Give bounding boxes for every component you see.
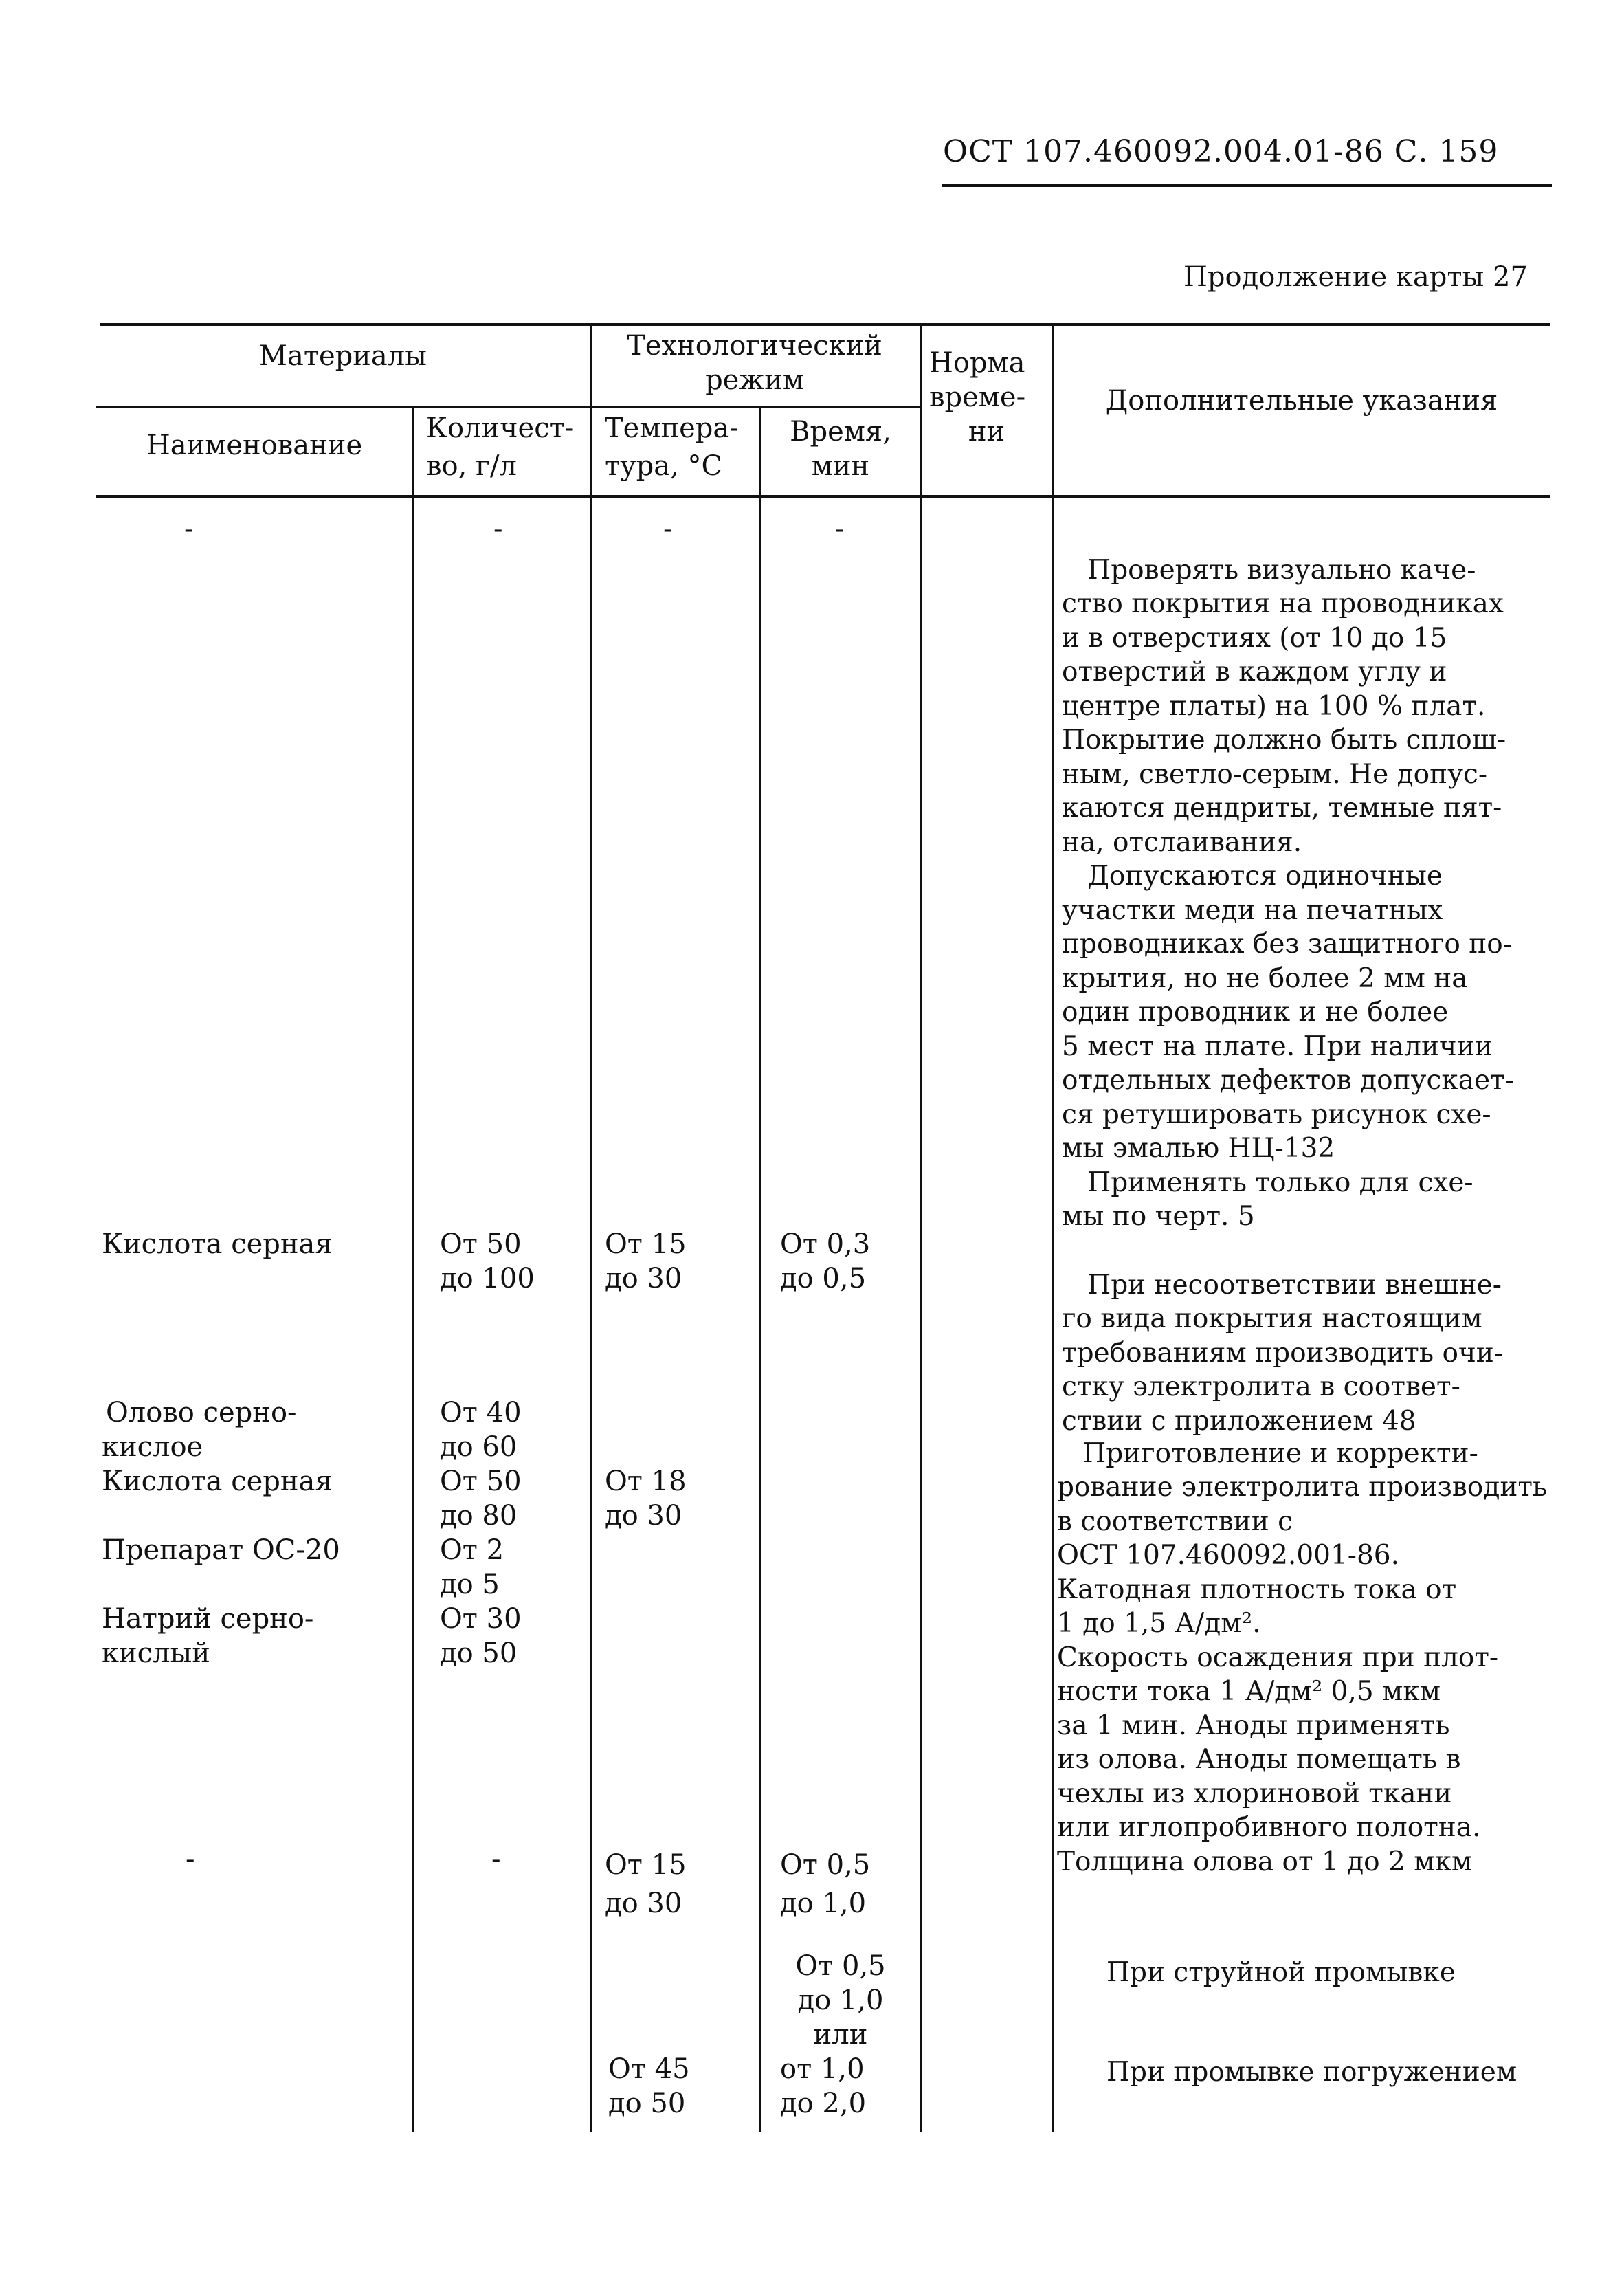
col-divider-1 [412, 407, 414, 2132]
header-norm-1: Норма [929, 347, 1025, 379]
col-divider-5 [1052, 323, 1054, 2132]
header-time-2: мин [811, 450, 870, 482]
row4-temp: От 15 до 30 [605, 1849, 687, 1919]
row2-notes: При несоответствии внешне- го вида покрытия настоящим требованиям производить очи- стку электролита в соответ- ствии с приложением 48 [1062, 1269, 1503, 1437]
row1-time: - [835, 514, 845, 545]
tech-sub-rule [590, 406, 920, 408]
row6-time: от 1,0 до 2,0 [780, 2053, 867, 2119]
col-divider-4 [920, 323, 922, 2132]
row2-qty: От 50 до 100 [440, 1228, 535, 1294]
row6-temp: От 45 до 50 [608, 2053, 690, 2119]
continuation-label: Продолжение карты 27 [1183, 261, 1528, 293]
row5-notes: При струйной промывке [1106, 1957, 1456, 1988]
row3-temp: От 18 до 30 [605, 1466, 687, 1532]
row3-names: Олово серно- кислое Кислота серная Препарат ОС-20 Натрий серно- кислый [102, 1397, 340, 1669]
header-qty-2: во, г/л [426, 450, 517, 482]
row1-name: - [184, 514, 194, 545]
header-tech-2: режим [705, 364, 804, 396]
row4-qty: - [491, 1844, 501, 1875]
document-code: ОСТ 107.460092.004.01-86 С. 159 [943, 134, 1499, 169]
row1-notes: Проверять визуально каче- ство покрытия на проводниках и в отверстиях (от 10 до 15 отверстий в каждом углу и центре платы) на 100 % плат. Покрытие должно быть сплош- ным, светло-серым. Не допус- каются дендриты, темные пят- на, отслаивания. Допускаются одиночные участки меди на печатных проводниках без защитного по- крытия, но не более 2 мм на один проводник и не более 5 мест на плате. При наличии отдельных дефектов допускает- ся ретушировать рисунок схе- мы эмалью НЦ-132 Применять только для схе- мы по черт. 5 [1062, 554, 1514, 1232]
row4-name: - [186, 1844, 195, 1875]
col-divider-2 [590, 323, 592, 2132]
header-rule [942, 184, 1552, 187]
header-bottom-rule [96, 495, 1550, 498]
row4-time: От 0,5 до 1,0 [780, 1849, 871, 1919]
header-temp-2: тура, °С [605, 450, 723, 482]
header-tech-1: Технологический [627, 330, 882, 362]
header-temp-1: Темпера- [605, 412, 739, 444]
row2-name: Кислота серная [102, 1228, 333, 1260]
header-norm-3: ни [968, 416, 1005, 448]
table-top-rule [100, 323, 1550, 326]
row2-time: От 0,3 до 0,5 [780, 1228, 871, 1294]
header-notes: Дополнительные указания [1105, 385, 1498, 417]
materials-sub-rule [96, 406, 590, 408]
row5-time: От 0,5 до 1,0 или [795, 1950, 886, 2051]
header-qty-1: Количест- [426, 412, 575, 444]
header-name: Наименование [146, 430, 363, 461]
row6-notes: При промывке погружением [1106, 2057, 1517, 2088]
header-materials: Материалы [259, 340, 427, 372]
header-time-1: Время, [790, 416, 891, 448]
row3-notes: Приготовление и корректи- рование электролита производить в соответствии с ОСТ 107.460092.001-86. Катодная плотность тока от 1 до 1,5 А/дм². Скорость осаждения при плот- ности тока 1 А/дм² 0,5 мкм за 1 мин. Аноды применять из олова. Аноды помещать в чехлы из хлориновой ткани или иглопробивного полотна. Толщина олова от 1 до 2 мкм [1057, 1437, 1548, 1877]
row1-qty: - [493, 514, 503, 545]
row3-qty: От 40 до 60 От 50 до 80 От 2 до 5 От 30 до 50 [440, 1397, 522, 1669]
col-divider-3 [759, 407, 761, 2132]
row1-temp: - [663, 514, 673, 545]
header-norm-2: време- [929, 382, 1026, 413]
row2-temp: От 15 до 30 [605, 1228, 687, 1294]
